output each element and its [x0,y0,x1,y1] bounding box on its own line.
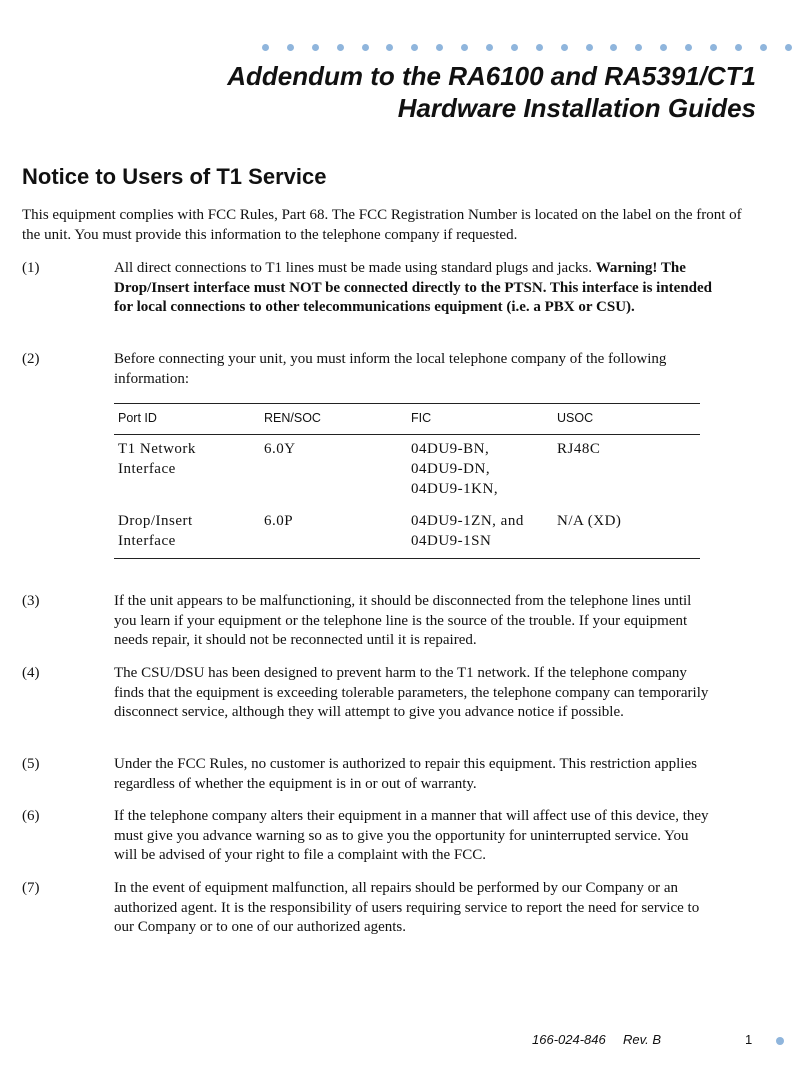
dot [386,44,393,51]
dot [685,44,692,51]
item-plain-text: All direct connections to T1 lines must be made using standard plugs and jacks. [114,260,592,276]
dot [337,44,344,51]
dot [511,44,518,51]
item-text: In the event of equipment malfunction, all repairs should be performed by our Company or an authorized agent. It is the responsibility of users requiring service to report the need for service to our Company or to one of our authorized agents. [114,880,700,935]
item-text [114,259,714,318]
cell-fic [411,439,498,499]
dot [635,44,642,51]
cell-port-id [118,439,196,479]
cell-line: 04DU9-1SN [411,533,492,549]
dot [436,44,443,51]
cell-line: 04DU9-BN, [411,441,490,457]
cell-line: Interface [118,533,176,549]
column-header-port-id: Port ID [118,411,157,425]
cell-fic [411,511,524,551]
title-line-1: Addendum to the RA6100 and RA5391/CT1 [227,61,756,91]
dot [362,44,369,51]
decorative-dot-row [262,40,792,54]
item-text: If the unit appears to be malfunctioning, it should be disconnected from the telephone lines until you learn if your equipment or the telephone line is the source of the trouble. If your equipment needs repair, it should not be reconnected until it is repaired. [114,593,692,648]
cell-ren-soc: 6.0P [264,513,294,529]
section-heading: Notice to Users of T1 Service [22,164,327,189]
item-number: (1) [22,260,40,276]
item-text: The CSU/DSU has been designed to prevent harm to the T1 network. If the telephone company finds that the equipment is exceeding tolerable parameters, the telephone company can temporarily disconnect service, although they will attempt to give you advance notice if possible. [114,665,709,720]
footer-doc-number: 166-024-846 [532,1032,606,1047]
dot [760,44,767,51]
footer-dot [776,1037,784,1045]
dot [287,44,294,51]
item-number: (3) [22,593,40,609]
cell-ren-soc: 6.0Y [264,441,296,457]
dot [785,44,792,51]
document-title [227,60,756,124]
footer-revision: Rev. B [623,1032,662,1047]
footer-page-number: 1 [745,1032,753,1047]
item-number: (5) [22,756,40,772]
column-header-usoc: USOC [557,411,594,425]
dot [610,44,617,51]
dot [461,44,468,51]
item-number: (7) [22,880,40,896]
dot [561,44,568,51]
item-number: (2) [22,351,40,367]
dot [586,44,593,51]
port-info-table [114,403,700,559]
cell-line: 04DU9-1KN, [411,481,499,497]
table-header-row [114,404,700,435]
dot [710,44,717,51]
cell-port-id [118,511,193,551]
cell-line: Interface [118,461,176,477]
column-header-fic: FIC [411,411,432,425]
dot [660,44,667,51]
cell-line: T1 Network [118,441,196,457]
item-text: Under the FCC Rules, no customer is authorized to repair this equipment. This restriction applies regardless of whether the equipment is in or out of warranty. [114,756,697,792]
item-number: (4) [22,665,40,681]
warning-text: Warning! The Drop/Insert interface must NOT be connected directly to the PTSN. This interface is intended for local connections to other telecommunications equipment (i.e. a PBX or CSU). [114,260,713,315]
dot [312,44,319,51]
cell-line: 04DU9-1ZN, and [411,513,524,529]
cell-line: Drop/Insert [118,513,193,529]
cell-line: 04DU9-DN, [411,461,491,477]
item-text: If the telephone company alters their equipment in a manner that will affect use of this device, they must give you advance warning so as to give you the opportunity for uninterrupted service. You will be advised of your right to file a complaint with the FCC. [114,808,709,863]
dot [735,44,742,51]
dot [411,44,418,51]
cell-usoc: RJ48C [557,441,601,457]
title-line-2: Hardware Installation Guides [397,93,756,123]
item-number: (6) [22,808,40,824]
dot [486,44,493,51]
cell-usoc: N/A (XD) [557,513,622,529]
dot [262,44,269,51]
intro-paragraph: This equipment complies with FCC Rules, Part 68. The FCC Registration Number is located on the label on the front of the unit. You must provide this information to the telephone company if requested. [22,207,742,243]
column-header-ren-soc: REN/SOC [264,411,321,425]
dot [536,44,543,51]
item-text: Before connecting your unit, you must inform the local telephone company of the following information: [114,351,667,387]
